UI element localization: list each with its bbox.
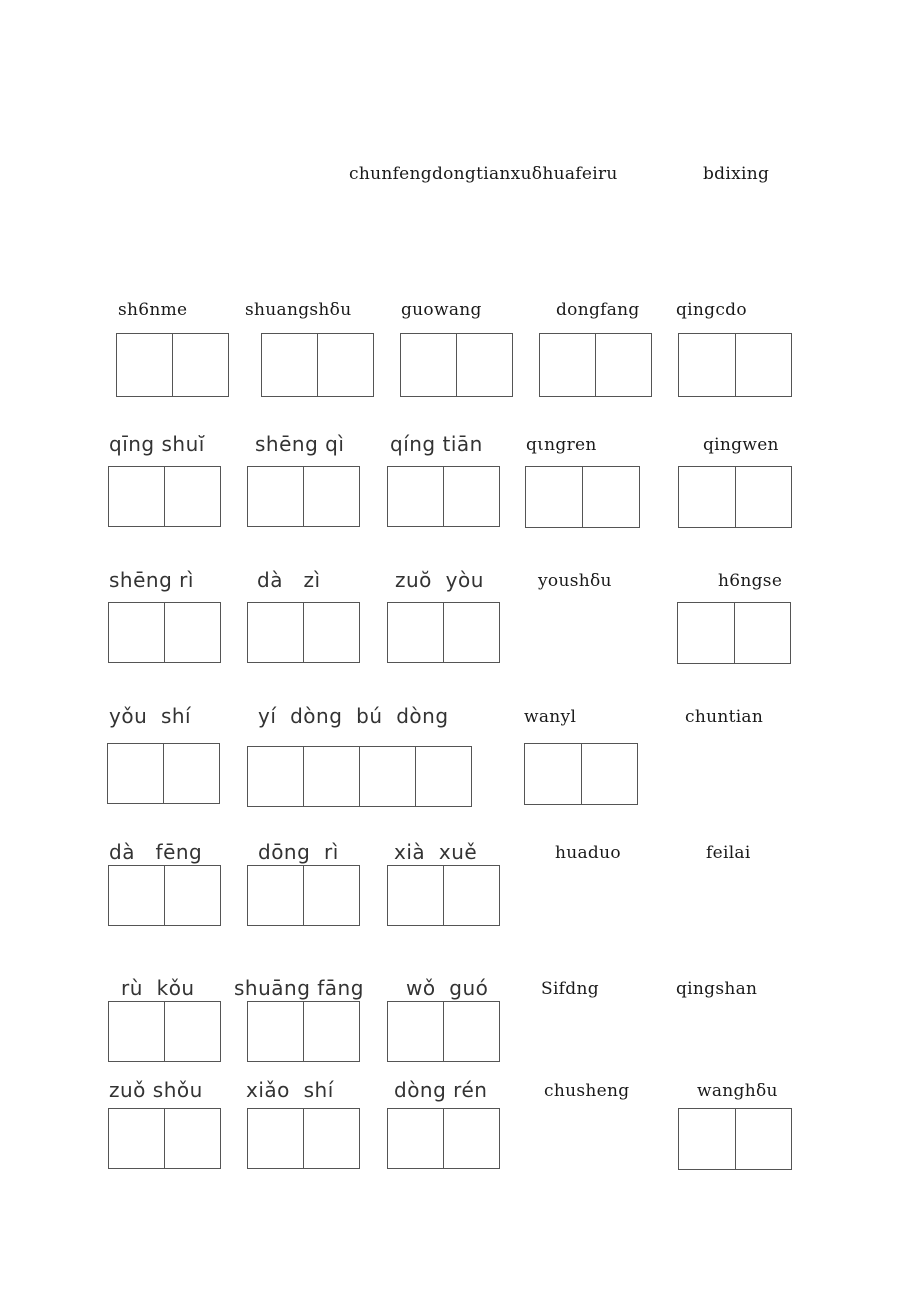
grid-cell[interactable] [388,866,444,925]
writing-grid[interactable] [116,333,229,397]
pinyin-label: qingshan [676,979,758,999]
grid-cell[interactable] [444,467,499,526]
pinyin-label: wanghδu [697,1081,778,1101]
writing-grid[interactable] [387,466,500,527]
grid-cell[interactable] [583,467,639,527]
grid-cell[interactable] [444,603,499,662]
writing-grid[interactable] [400,333,513,397]
grid-cell[interactable] [444,1002,499,1061]
grid-cell[interactable] [444,1109,499,1168]
grid-cell[interactable] [173,334,228,396]
pinyin-label: feilai [706,843,751,863]
grid-cell[interactable] [735,603,791,663]
writing-grid[interactable] [247,466,360,527]
grid-cell[interactable] [304,747,360,806]
writing-grid[interactable] [524,743,638,805]
pinyin-label: shuāng fāng [234,976,364,1000]
pinyin-label: shuangshδu [245,300,352,320]
grid-cell[interactable] [679,467,736,527]
writing-grid[interactable] [247,1108,360,1169]
pinyin-label: huaduo [555,843,621,863]
grid-cell[interactable] [736,334,792,396]
grid-cell[interactable] [540,334,596,396]
grid-cell[interactable] [304,1109,359,1168]
writing-grid[interactable] [387,1001,500,1062]
grid-cell[interactable] [678,603,735,663]
grid-cell[interactable] [165,467,220,526]
grid-cell[interactable] [117,334,173,396]
grid-cell[interactable] [582,744,638,804]
pinyin-label: xiǎo shí [246,1078,334,1102]
grid-cell[interactable] [736,1109,792,1169]
grid-cell[interactable] [525,744,582,804]
writing-grid[interactable] [525,466,640,528]
writing-grid[interactable] [247,602,360,663]
writing-grid[interactable] [261,333,374,397]
pinyin-label: shēng rì [109,568,194,592]
pinyin-label: dōng rì [258,840,339,864]
grid-cell[interactable] [109,603,165,662]
grid-cell[interactable] [318,334,373,396]
pinyin-label: qíng tiān [390,432,483,456]
grid-cell[interactable] [388,1109,444,1168]
writing-grid[interactable] [247,865,360,926]
pinyin-label: dà zì [257,568,321,592]
grid-cell[interactable] [248,603,304,662]
pinyin-label: chusheng [544,1081,630,1101]
pinyin-label: dongfang [556,300,640,320]
grid-cell[interactable] [262,334,318,396]
pinyin-label: shēng qì [255,432,345,456]
writing-grid[interactable] [108,1001,221,1062]
grid-cell[interactable] [679,334,736,396]
grid-cell[interactable] [304,467,359,526]
grid-cell[interactable] [444,866,499,925]
writing-grid[interactable] [247,746,472,807]
pinyin-label: qīng shuĭ [109,432,205,456]
pinyin-label: wanyl [524,707,577,727]
pinyin-label: chuntian [685,707,764,727]
pinyin-label: guowang [401,300,482,320]
grid-cell[interactable] [736,467,792,527]
grid-cell[interactable] [416,747,471,806]
writing-grid[interactable] [108,1108,221,1169]
writing-grid[interactable] [108,602,221,663]
writing-grid[interactable] [387,602,500,663]
pinyin-label: youshδu [538,571,612,591]
header-line-1: chunfengdongtianxuδhuafeiru [349,164,618,184]
header-line-2: bdixing [703,164,770,184]
pinyin-label: wǒ guó [406,976,489,1000]
writing-grid[interactable] [107,743,220,804]
grid-cell[interactable] [457,334,512,396]
grid-cell[interactable] [248,1109,304,1168]
grid-cell[interactable] [248,1002,304,1061]
grid-cell[interactable] [109,866,165,925]
writing-grid[interactable] [677,602,791,664]
grid-cell[interactable] [304,603,359,662]
grid-cell[interactable] [526,467,583,527]
writing-grid[interactable] [678,1108,792,1170]
grid-cell[interactable] [388,1002,444,1061]
pinyin-label: xià xuě [394,840,478,864]
pinyin-label: qingcdo [676,300,747,320]
pinyin-label: yí dòng bú dòng [258,704,449,728]
grid-cell[interactable] [248,467,304,526]
pinyin-label: yǒu shí [109,704,192,728]
pinyin-label: zuǒ shǒu [109,1078,203,1102]
grid-cell[interactable] [165,603,220,662]
grid-cell[interactable] [109,467,165,526]
pinyin-label: rù kǒu [121,976,195,1000]
grid-cell[interactable] [108,744,164,803]
writing-grid[interactable] [387,1108,500,1169]
writing-grid[interactable] [108,865,221,926]
writing-grid[interactable] [247,1001,360,1062]
grid-cell[interactable] [360,747,416,806]
grid-cell[interactable] [401,334,457,396]
grid-cell[interactable] [388,467,444,526]
pinyin-label: h6ngse [718,571,783,591]
writing-grid[interactable] [678,466,792,528]
grid-cell[interactable] [164,744,219,803]
grid-cell[interactable] [109,1002,165,1061]
pinyin-label: qιngren [526,435,597,455]
grid-cell[interactable] [304,1002,359,1061]
grid-cell[interactable] [388,603,444,662]
grid-cell[interactable] [165,866,220,925]
pinyin-label: dà fēng [109,840,203,864]
writing-grid[interactable] [539,333,652,397]
pinyin-label: zuŏ yòu [395,568,484,592]
grid-cell[interactable] [165,1109,220,1168]
grid-cell[interactable] [109,1109,165,1168]
grid-cell[interactable] [679,1109,736,1169]
grid-cell[interactable] [248,747,304,806]
pinyin-label: sh6nme [118,300,188,320]
pinyin-label: dòng rén [394,1078,488,1102]
writing-grid[interactable] [108,466,221,527]
pinyin-label: Sifdng [541,979,599,999]
writing-grid[interactable] [387,865,500,926]
pinyin-label: qingwen [703,435,779,455]
grid-cell[interactable] [304,866,359,925]
grid-cell[interactable] [248,866,304,925]
writing-grid[interactable] [678,333,792,397]
grid-cell[interactable] [165,1002,220,1061]
grid-cell[interactable] [596,334,651,396]
